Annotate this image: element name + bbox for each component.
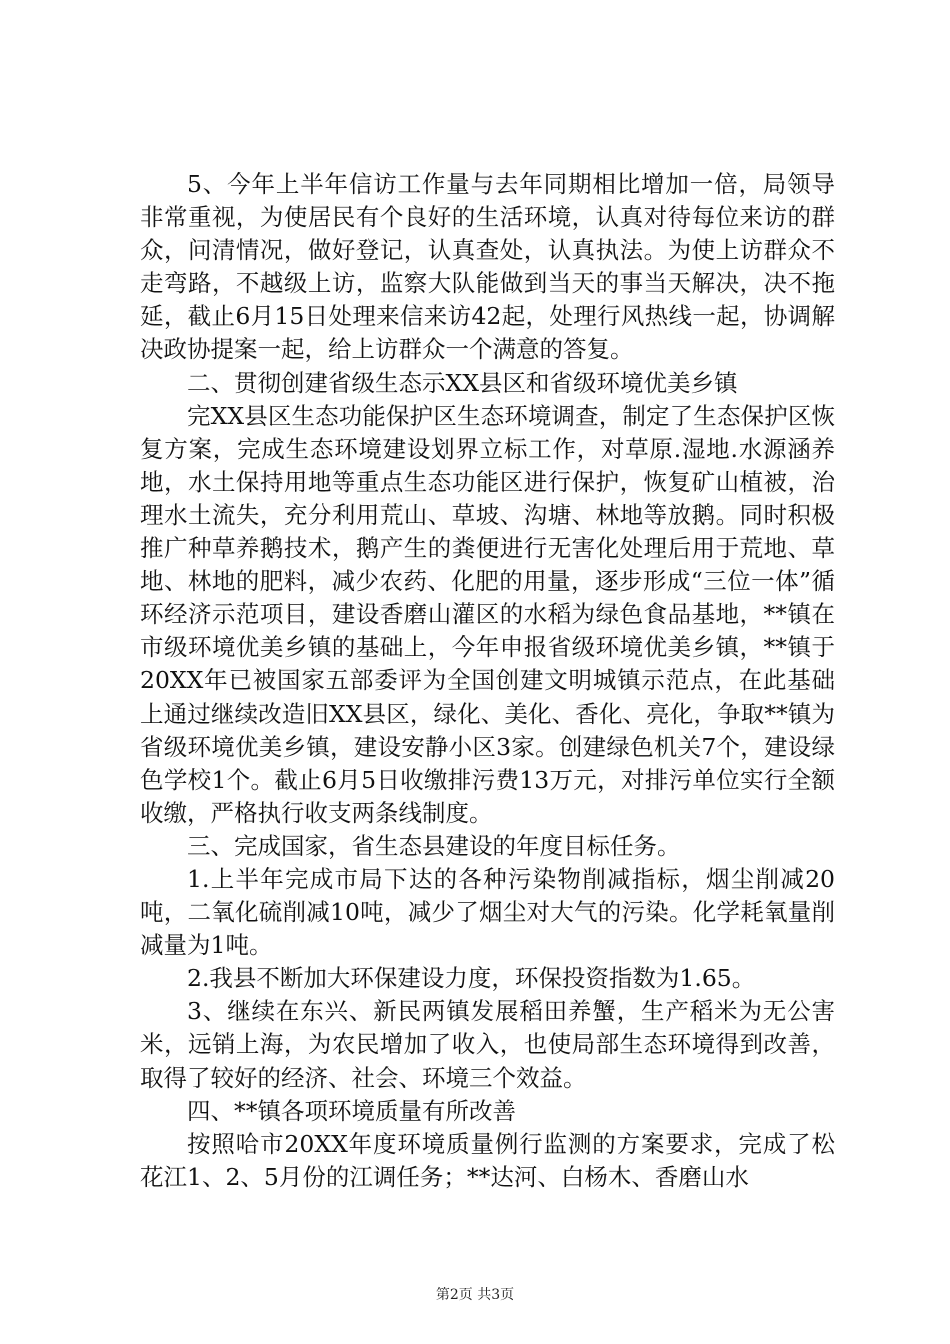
paragraph-rice-crab-farming: 3、继续在东兴、新民两镇发展稻田养蟹，生产稻米为无公害米，远销上海，为农民增加了收入，也使局部生态环境得到改善，取得了较好的经济、社会、环境三个效益。	[140, 997, 835, 1092]
paragraph-petition-work: 5、今年上半年信访工作量与去年同期相比增加一倍，局领导非常重视，为使居民有个良好的生活环境，认真对待每位来访的群众，问清情况，做好登记，认真查处，认真执法。为使上访群众不走弯路，不越级上访，监察大队能做到当天的事当天解决，决不拖延，截止6月15日处理来信来访42起，处理行风热线一起，协调解决政协提案一起，给上访群众一个满意的答复。	[140, 170, 835, 364]
document-body	[140, 168, 835, 1194]
paragraph-ecological-protection: 完XX县区生态功能保护区生态环境调查，制定了生态保护区恢复方案，完成生态环境建设划界立标工作，对草原.湿地.水源涵养地，水土保持用地等重点生态功能区进行保护，恢复矿山植被，治理水土流失，充分利用荒山、草坡、沟塘、林地等放鹅。同时积极推广种草养鹅技术，鹅产生的粪便进行无害化处理后用于荒地、草地、林地的肥料，减少农药、化肥的用量，逐步形成“三位一体”循环经济示范项目，建设香磨山灌区的水稻为绿色食品基地，**镇在市级环境优美乡镇的基础上，今年申报省级环境优美乡镇，**镇于20XX年已被国家五部委评为全国创建文明城镇示范点，在此基础上通过继续改造旧XX县区，绿化、美化、香化、亮化，争取**镇为省级环境优美乡镇，建设安静小区3家。创建绿色机关7个，建设绿色学校1个。截止6月5日收缴排污费13万元，对排污单位实行全额收缴，严格执行收支两条线制度。	[140, 401, 835, 827]
paragraph-investment-index: 2.我县不断加大环保建设力度，环保投资指数为1.65。	[187, 964, 756, 993]
heading-section-two: 二、贯彻创建省级生态示XX县区和省级环境优美乡镇	[187, 368, 738, 397]
paragraph-monitoring: 按照哈市20XX年度环境质量例行监测的方案要求，完成了松花江1、2、5月份的江调任务；**达河、白杨木、香磨山水	[140, 1129, 835, 1191]
paragraph-pollutant-reduction: 1.上半年完成市局下达的各种污染物削减指标，烟尘削减20吨，二氧化硫削减10吨，减少了烟尘对大气的污染。化学耗氧量削减量为1吨。	[140, 864, 835, 960]
heading-section-three: 三、完成国家，省生态县建设的年度目标任务。	[187, 831, 681, 860]
heading-section-four: 四、**镇各项环境质量有所改善	[187, 1096, 516, 1125]
page-number-footer: 第2页 共3页	[435, 1287, 515, 1303]
